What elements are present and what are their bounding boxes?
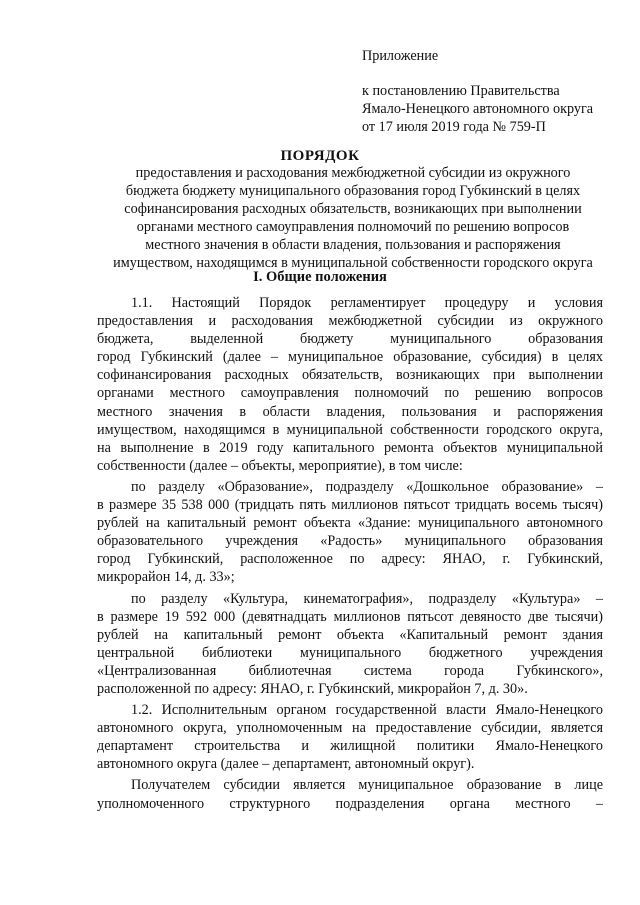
paragraph-line: в размере 19 592 000 (девятнадцать миллионов пятьсот девяносто две тысячи) <box>97 608 603 625</box>
subtitle-line: предоставления и расходования межбюджетной субсидии из окружного <box>135 165 571 181</box>
subtitle-line: имуществом, находящимся в муниципальной собственности городского округа <box>113 255 593 271</box>
paragraph-line: органами местного самоуправления полномочий по решению вопросов <box>97 385 603 402</box>
paragraph-line: образовательного учреждения «Радость» муниципального образования <box>97 533 603 550</box>
paragraph-line: софинансирования расходных обязательств, возникающих при выполнении <box>97 367 603 384</box>
paragraph-line: автономного округа (далее – департамент, автономный округ). <box>97 756 475 773</box>
appendix-line: к постановлению Правительства <box>362 83 560 99</box>
paragraph-line: город Губкинский (далее – муниципальное образование, субсидия) в целях <box>97 349 603 366</box>
paragraph-line: 1.1. Настоящий Порядок регламентирует процедуру и условия <box>131 295 603 311</box>
paragraph-line: автономного округа, уполномоченным на предоставление субсидии, является <box>97 720 603 737</box>
paragraph-line: местного значения в области владения, пользования и распоряжения <box>97 403 603 420</box>
paragraph <box>97 701 603 773</box>
paragraph-line: предоставления и расходования межбюджетной субсидии из окружного <box>97 313 603 330</box>
paragraph-line: центральной библиотеки муниципального бюджетного учреждения <box>97 644 603 661</box>
paragraph-line: уполномоченного структурного подразделения органа местного – <box>97 795 603 812</box>
paragraph-line: в размере 35 538 000 (тридцать пять миллионов пятьсот тридцать восемь тысяч) <box>97 497 603 514</box>
paragraph-line: по разделу «Культура, кинематография», подразделу «Культура» – <box>131 590 603 607</box>
document-title: ПОРЯДОК <box>280 148 360 164</box>
paragraph-line: расположенной по адресу: ЯНАО, г. Губкинский, микрорайон 7, д. 30». <box>97 680 528 697</box>
paragraph <box>97 294 603 475</box>
document-body <box>97 294 603 813</box>
subtitle-line: софинансирования расходных обязательств, возникающих при выполнении <box>124 201 582 217</box>
paragraph-line: микрорайон 14, д. 33»; <box>97 569 235 586</box>
paragraph-line: бюджета, выделенной бюджету муниципального образования <box>97 331 603 348</box>
paragraph-line: департамент строительства и жилищной политики Ямало-Ненецкого <box>97 738 603 755</box>
appendix-title: Приложение <box>362 48 439 64</box>
section-heading: I. Общие положения <box>253 269 387 285</box>
subtitle-line: местного значения в области владения, пользования и распоряжения <box>145 237 561 253</box>
paragraph-line: «Централизованная библиотечная система города Губкинского», <box>97 662 603 679</box>
subtitle-line: бюджета бюджету муниципального образования город Губкинский в целях <box>125 183 581 199</box>
paragraph-line: по разделу «Образование», подразделу «Дошкольное образование» – <box>131 478 603 495</box>
paragraph-line: собственности (далее – объекты, мероприятие), в том числе: <box>97 457 463 474</box>
paragraph <box>97 590 603 699</box>
appendix-block <box>362 47 622 136</box>
paragraph-line: рублей на капитальный ремонт объекта «Капитальный ремонт здания <box>97 626 603 643</box>
subtitle-line: органами местного самоуправления полномочий по решению вопросов <box>136 219 570 235</box>
paragraph-line: на выполнение в 2019 году капитального ремонта объектов муниципальной <box>97 439 603 456</box>
appendix-line: от 17 июля 2019 года № 759-П <box>362 119 546 135</box>
appendix-line: Ямало-Ненецкого автономного округа <box>362 101 594 117</box>
paragraph <box>97 776 603 812</box>
paragraph-line: город Губкинский, расположенное по адресу: ЯНАО, г. Губкинский, <box>97 551 603 568</box>
paragraph-line: Получателем субсидии является муниципальное образование в лице <box>131 777 603 794</box>
paragraph-line: имуществом, находящимся в муниципальной собственности городского округа, <box>97 421 603 438</box>
paragraph-line: 1.2. Исполнительным органом государственной власти Ямало-Ненецкого <box>131 702 603 719</box>
document-subtitle <box>96 164 610 272</box>
paragraph <box>97 478 603 587</box>
paragraph-line: рублей на капитальный ремонт объекта «Здание: муниципального автономного <box>97 515 603 532</box>
